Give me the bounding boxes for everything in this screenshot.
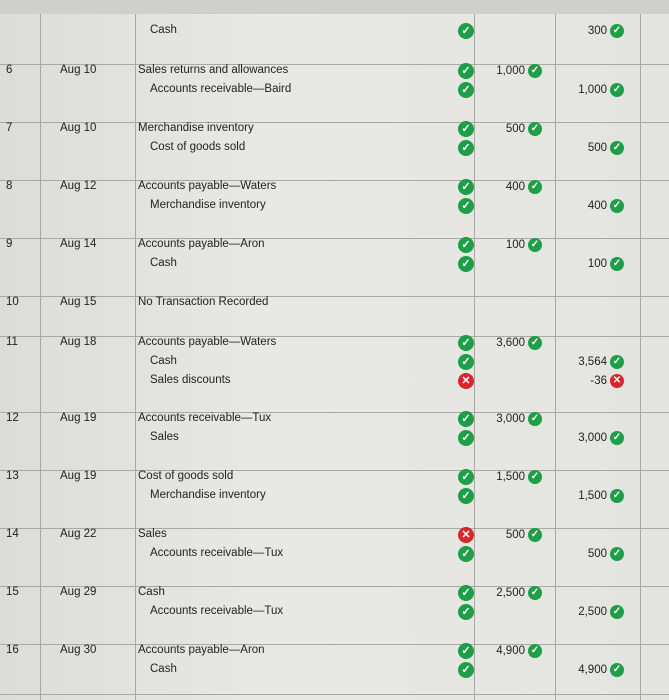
entry-number: 9 [6,238,13,250]
credit-amount [560,374,624,388]
account-name: Merchandise inventory [150,489,266,501]
top-fragment [0,0,669,14]
check-icon: ✓ [458,198,474,214]
check-icon: ✓ [458,179,474,195]
check-icon: ✓ [528,470,542,484]
credit-value: 400 [587,200,607,213]
check-icon: ✓ [458,237,474,253]
credit-amount [560,355,624,369]
x-icon: ✕ [458,373,474,389]
account-name: Accounts payable—Aron [138,644,265,656]
debit-value: 1,000 [496,65,525,78]
check-icon: ✓ [610,663,624,677]
check-icon: ✓ [610,489,624,503]
check-icon: ✓ [458,354,474,370]
account-name: Accounts payable—Waters [138,180,277,192]
check-icon: ✓ [610,605,624,619]
entry-date: Aug 30 [60,644,97,656]
account-name: Sales [138,528,167,540]
entry-number: 7 [6,122,13,134]
account-name: Accounts receivable—Baird [150,83,292,95]
account-name: Cash [150,355,177,367]
check-icon: ✓ [528,412,542,426]
check-icon: ✓ [458,585,474,601]
credit-value: -36 [590,375,607,388]
credit-amount [560,199,624,213]
account-name: Accounts payable—Waters [138,336,277,348]
credit-amount [560,489,624,503]
credit-amount [560,141,624,155]
debit-amount [480,644,542,658]
credit-amount [560,547,624,561]
entry-date: Aug 14 [60,238,97,250]
account-name: Merchandise inventory [150,199,266,211]
account-name: No Transaction Recorded [138,296,269,308]
debit-value: 500 [505,529,525,542]
entry-date: Aug 15 [60,296,97,308]
entry-date: Aug 10 [60,122,97,134]
account-name: Accounts receivable—Tux [138,412,272,424]
credit-value: 4,900 [578,664,607,677]
debit-value: 100 [505,239,525,252]
account-name: Cash [150,257,177,269]
credit-value: 100 [587,258,607,271]
account-name: Cost of goods sold [138,470,234,482]
debit-amount [480,412,542,426]
check-icon: ✓ [610,199,624,213]
debit-amount [480,64,542,78]
debit-value: 2,500 [496,587,525,600]
check-icon: ✓ [610,355,624,369]
credit-amount [560,605,624,619]
check-icon: ✓ [528,336,542,350]
check-icon: ✓ [458,23,474,39]
credit-value: 300 [587,25,607,38]
check-icon: ✓ [458,82,474,98]
account-name: Cash [150,663,177,675]
entry-number: 6 [6,64,13,76]
check-icon: ✓ [458,335,474,351]
account-name: Accounts receivable—Tux [150,605,284,617]
account-name: Sales discounts [150,374,231,386]
check-icon: ✓ [458,140,474,156]
credit-value: 3,564 [578,356,607,369]
credit-amount [560,83,624,97]
check-icon: ✓ [458,411,474,427]
debit-amount [480,586,542,600]
debit-amount [480,470,542,484]
check-icon: ✓ [458,430,474,446]
account-name: Cost of goods sold [150,141,246,153]
credit-value: 2,500 [578,606,607,619]
debit-value: 4,900 [496,645,525,658]
check-icon: ✓ [528,586,542,600]
debit-value: 400 [505,181,525,194]
entry-number: 16 [6,644,19,656]
check-icon: ✓ [458,256,474,272]
check-icon: ✓ [458,546,474,562]
credit-amount [560,257,624,271]
entry-date: Aug 19 [60,470,97,482]
check-icon: ✓ [458,121,474,137]
check-icon: ✓ [528,238,542,252]
debit-value: 3,000 [496,413,525,426]
check-icon: ✓ [610,431,624,445]
check-icon: ✓ [458,604,474,620]
account-name: Accounts payable—Aron [138,238,265,250]
journal-entry-row [0,296,669,337]
check-icon: ✓ [458,643,474,659]
check-icon: ✓ [610,141,624,155]
entry-date: Aug 29 [60,586,97,598]
check-icon: ✓ [458,662,474,678]
check-icon: ✓ [528,528,542,542]
credit-value: 500 [587,548,607,561]
check-icon: ✓ [528,64,542,78]
account-name: Cash [150,24,177,36]
credit-value: 1,500 [578,490,607,503]
debit-value: 1,500 [496,471,525,484]
entry-number: 10 [6,296,19,308]
entry-number: 14 [6,528,19,540]
entry-date: Aug 10 [60,64,97,76]
entry-number: 15 [6,586,19,598]
check-icon: ✓ [458,488,474,504]
account-name: Sales returns and allowances [138,64,289,76]
credit-value: 3,000 [578,432,607,445]
credit-amount [560,24,624,38]
entry-date: Aug 19 [60,412,97,424]
x-icon: ✕ [458,527,474,543]
debit-value: 3,600 [496,337,525,350]
entry-number: 11 [6,336,18,348]
credit-amount [560,431,624,445]
account-name: Cash [138,586,165,598]
entry-number: 13 [6,470,19,482]
debit-value: 500 [505,123,525,136]
check-icon: ✓ [610,547,624,561]
account-name: Sales [150,431,179,443]
entry-number: 8 [6,180,13,192]
debit-amount [480,122,542,136]
check-icon: ✓ [610,257,624,271]
credit-value: 500 [587,142,607,155]
credit-value: 1,000 [578,84,607,97]
entry-date: Aug 18 [60,336,97,348]
debit-amount [480,238,542,252]
entry-date: Aug 12 [60,180,97,192]
check-icon: ✓ [528,644,542,658]
check-icon: ✓ [458,63,474,79]
debit-amount [480,336,542,350]
check-icon: ✓ [458,469,474,485]
entry-number: 12 [6,412,19,424]
check-icon: ✓ [528,122,542,136]
credit-amount [560,663,624,677]
check-icon: ✓ [610,24,624,38]
debit-amount [480,180,542,194]
x-icon: ✕ [610,374,624,388]
check-icon: ✓ [610,83,624,97]
account-name: Merchandise inventory [138,122,254,134]
account-name: Accounts receivable—Tux [150,547,284,559]
debit-amount [480,528,542,542]
entry-date: Aug 22 [60,528,97,540]
check-icon: ✓ [528,180,542,194]
